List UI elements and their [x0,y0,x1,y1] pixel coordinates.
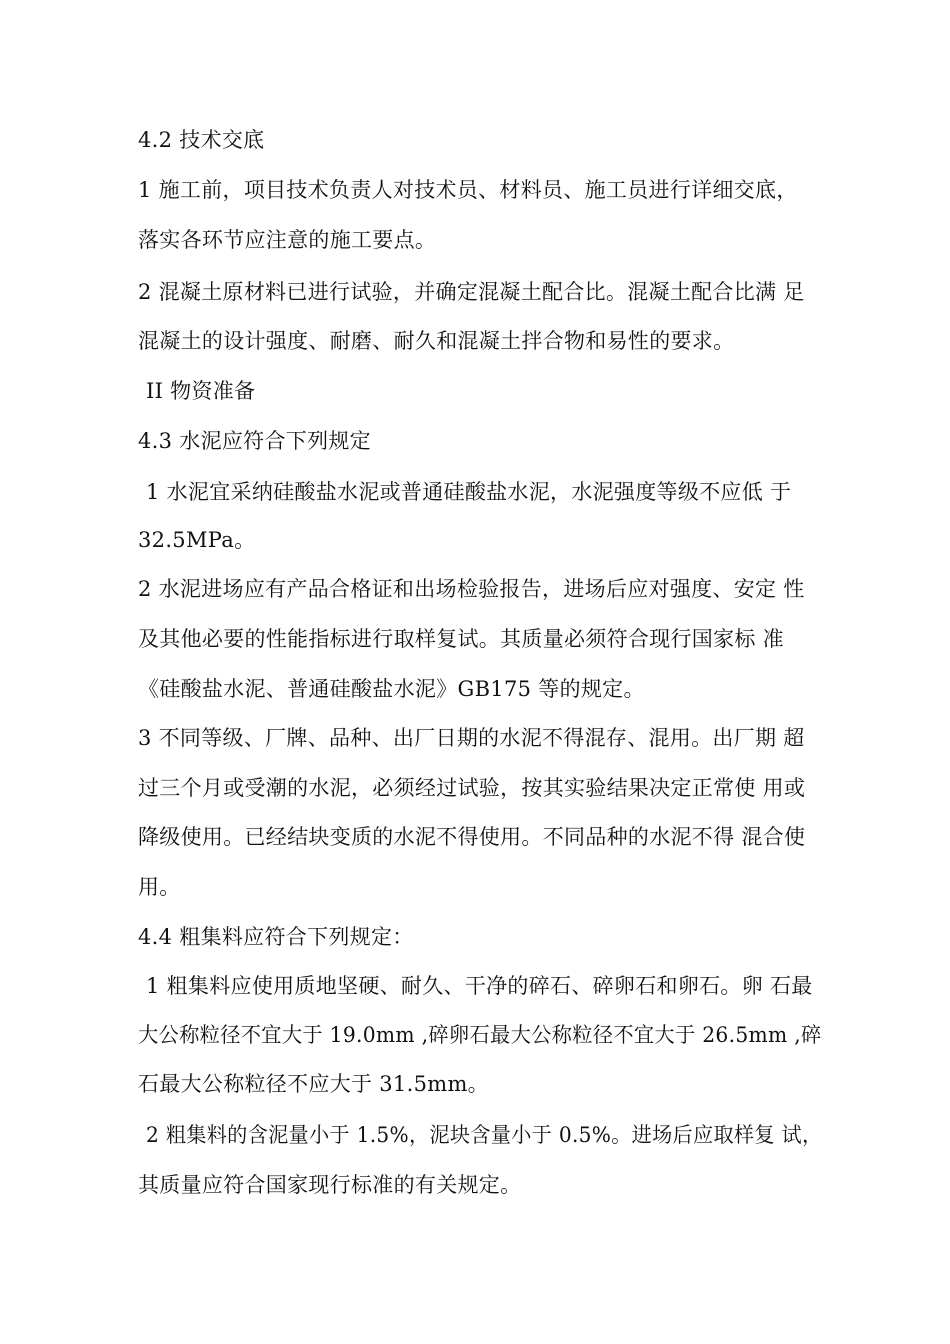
paragraph-line: 及其他必要的性能指标进行取样复试。其质量必须符合现行国家标 准 [138,627,784,651]
paragraph-line: 1 粗集料应使用质地坚硬、耐久、干净的碎石、碎卵石和卵石。卵 石最 [146,974,813,998]
subsection-heading-materials: II 物资准备 [146,379,256,403]
paragraph-line: 32.5MPa。 [138,528,256,552]
paragraph-line: 2 混凝土原材料已进行试验，并确定混凝土配合比。混凝土配合比满 足 [138,280,805,304]
section-heading-4-2: 4.2 技术交底 [138,128,265,152]
paragraph-line: 用。 [138,875,181,899]
paragraph-line: 石最大公称粒径不应大于 31.5mm。 [138,1072,489,1096]
section-heading-4-3: 4.3 水泥应符合下列规定 [138,429,371,453]
paragraph-line: 混凝土的设计强度、耐磨、耐久和混凝土拌合物和易性的要求。 [138,329,735,353]
section-heading-4-4: 4.4 粗集料应符合下列规定： [138,925,414,949]
paragraph-line: 2 水泥进场应有产品合格证和出场检验报告，进场后应对强度、安定 性 [138,577,805,601]
paragraph-line: 其质量应符合国家现行标准的有关规定。 [138,1173,522,1197]
paragraph-line: 2 粗集料的含泥量小于 1.5%，泥块含量小于 0.5%。进场后应取样复 试， [146,1123,823,1147]
paragraph-line: 《硅酸盐水泥、普通硅酸盐水泥》GB175 等的规定。 [138,677,645,701]
paragraph-line: 落实各环节应注意的施工要点。 [138,228,437,252]
paragraph-line: 大公称粒径不宜大于 19.0mm ,碎卵石最大公称粒径不宜大于 26.5mm ,碎 [138,1023,822,1047]
paragraph-line: 过三个月或受潮的水泥，必须经过试验，按其实验结果决定正常使 用或 [138,776,806,800]
paragraph-line: 3 不同等级、厂牌、品种、出厂日期的水泥不得混存、混用。出厂期 超 [138,726,805,750]
paragraph-line: 降级使用。已经结块变质的水泥不得使用。不同品种的水泥不得 混合使 [138,825,806,849]
paragraph-line: 1 施工前，项目技术负责人对技术员、材料员、施工员进行详细交底， [138,178,798,202]
paragraph-line: 1 水泥宜采纳硅酸盐水泥或普通硅酸盐水泥，水泥强度等级不应低 于 [146,480,792,504]
